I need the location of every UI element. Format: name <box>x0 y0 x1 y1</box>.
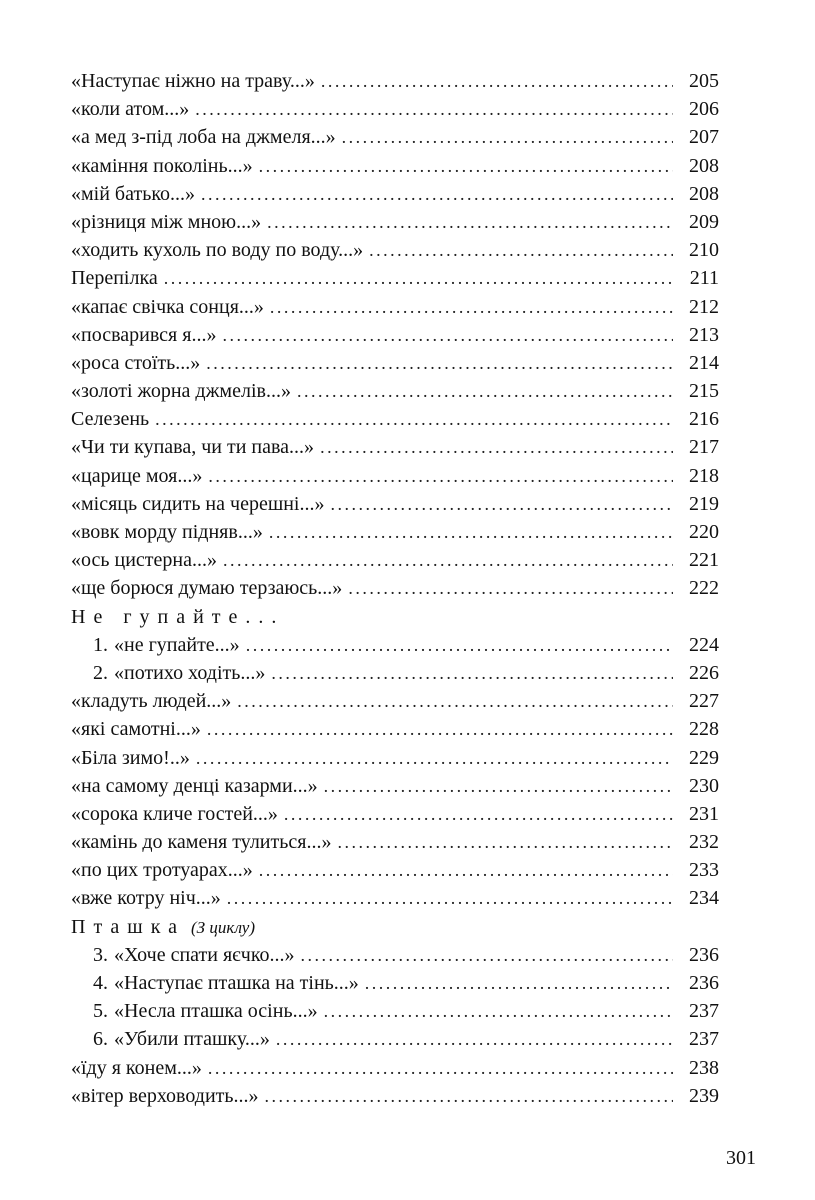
entry-page: 238 <box>689 1056 719 1079</box>
entry-page: 232 <box>689 831 719 854</box>
entry-page: 209 <box>689 210 719 233</box>
entry-page: 221 <box>689 549 719 572</box>
leader-dots <box>206 349 673 377</box>
section-note: (З циклу) <box>191 917 256 937</box>
leader-dots <box>342 123 673 151</box>
leader-dots <box>324 997 673 1025</box>
entry-page: 224 <box>689 633 719 656</box>
entry-title-text: «не гупайте...» <box>114 633 240 656</box>
section-heading <box>71 913 719 941</box>
toc-entry <box>71 95 719 123</box>
toc-entry <box>71 715 719 743</box>
leader-dots <box>222 321 673 349</box>
entry-title: «роса стоїть...» <box>71 351 201 374</box>
entry-page: 233 <box>689 859 719 882</box>
leader-dots <box>320 433 673 461</box>
entry-title: «капає свічка сонця...» <box>71 295 264 318</box>
entry-title: «сорока кличе гостей...» <box>71 802 278 825</box>
entry-number: 4. <box>93 972 108 994</box>
leader-dots <box>208 1054 673 1082</box>
entry-page: 207 <box>689 126 719 149</box>
entry-title: Перепілка <box>71 267 158 290</box>
entry-title: «вовк морду підняв...» <box>71 521 263 543</box>
entry-title <box>93 659 265 687</box>
leader-dots <box>369 236 673 264</box>
toc-entry <box>71 828 719 856</box>
entry-number: 6. <box>93 1028 108 1051</box>
toc-entry <box>71 1054 719 1082</box>
entry-number: 5. <box>93 1000 108 1023</box>
toc-entry <box>71 744 719 772</box>
entry-page: 222 <box>689 577 719 600</box>
entry-page: 219 <box>689 492 719 515</box>
entry-title: «каміння поколінь...» <box>71 154 253 177</box>
toc-entry <box>71 490 719 518</box>
leader-dots <box>164 264 673 292</box>
leader-dots <box>337 828 673 856</box>
leader-dots <box>207 715 673 743</box>
entry-title: «які самотні...» <box>71 718 201 741</box>
entry-title: «місяць сидить на черешні...» <box>71 492 325 515</box>
toc-subentry <box>71 631 719 659</box>
leader-dots <box>267 208 673 236</box>
leader-dots <box>271 659 673 687</box>
section-heading-text: Не гупайте... <box>71 605 285 628</box>
entry-title: «ще борюся думаю терзаюсь...» <box>71 577 343 600</box>
entry-title: «посварився я...» <box>71 323 217 346</box>
entry-number: 1. <box>93 633 108 656</box>
entry-page: 236 <box>689 943 719 966</box>
leader-dots <box>201 180 673 208</box>
leader-dots <box>324 772 673 800</box>
entry-page: 206 <box>689 98 719 121</box>
entry-title: «царице моя...» <box>71 464 203 487</box>
toc-entry <box>71 180 719 208</box>
entry-title: «кладуть людей...» <box>71 690 232 713</box>
toc-entry <box>71 321 719 349</box>
entry-title-text: «Несла пташка осінь...» <box>114 1000 318 1023</box>
leader-dots <box>331 490 674 518</box>
entry-number: 2. <box>93 661 108 684</box>
entry-page: 239 <box>689 1084 719 1107</box>
toc-entry <box>71 772 719 800</box>
leader-dots <box>227 884 673 912</box>
entry-page: 212 <box>689 295 719 318</box>
leader-dots <box>246 631 673 659</box>
toc-entry <box>71 152 719 180</box>
entry-page: 218 <box>689 464 719 487</box>
leader-dots <box>297 377 673 405</box>
toc-entry <box>71 349 719 377</box>
toc-entry <box>71 67 719 95</box>
entry-page: 227 <box>689 690 719 713</box>
entry-title: «на самому денці казарми...» <box>71 774 318 797</box>
toc-entry <box>71 405 719 433</box>
entry-title: «коли атом...» <box>71 98 190 121</box>
entry-page: 216 <box>689 408 719 431</box>
entry-title: «ось цистерна...» <box>71 549 217 572</box>
toc-subentry <box>71 941 719 969</box>
leader-dots <box>365 969 673 997</box>
entry-title: «вітер верховодить...» <box>71 1084 259 1107</box>
entry-page: 205 <box>689 70 719 92</box>
entry-page: 230 <box>689 774 719 797</box>
leader-dots <box>155 405 673 433</box>
entry-title: «Біла зимо!..» <box>71 746 190 769</box>
toc-entry <box>71 377 719 405</box>
entry-title <box>93 969 359 997</box>
entry-page: 220 <box>689 521 719 543</box>
entry-title <box>93 1025 270 1053</box>
leader-dots <box>259 856 673 884</box>
entry-page: 228 <box>689 718 719 741</box>
toc-subentry <box>71 1025 719 1053</box>
entry-page: 208 <box>689 182 719 205</box>
leader-dots <box>259 152 673 180</box>
toc-entry <box>71 208 719 236</box>
entry-page: 217 <box>689 436 719 459</box>
entry-title: «вже котру ніч...» <box>71 887 221 910</box>
leader-dots <box>223 546 673 574</box>
leader-dots <box>195 95 673 123</box>
entry-title: «мій батько...» <box>71 182 196 205</box>
leader-dots <box>237 687 673 715</box>
toc-subentry <box>71 659 719 687</box>
entry-title-text: «Хоче спати яєчко...» <box>114 943 295 966</box>
entry-title: «камінь до каменя тулиться...» <box>71 831 332 854</box>
entry-page: 215 <box>689 380 719 403</box>
toc-entry <box>71 687 719 715</box>
leader-dots <box>321 67 673 95</box>
entry-page: 237 <box>689 1000 719 1023</box>
toc-entry <box>71 800 719 828</box>
toc-entry <box>71 518 719 546</box>
entry-title: Селезень <box>71 408 150 431</box>
entry-title: «по цих тротуарах...» <box>71 859 253 882</box>
leader-dots <box>284 800 673 828</box>
toc-entry <box>71 574 719 602</box>
entry-page: 226 <box>689 661 719 684</box>
toc-entry <box>71 433 719 461</box>
toc-entry <box>71 123 719 151</box>
entry-title <box>93 631 240 659</box>
page-number: 301 <box>726 1147 756 1169</box>
toc-subentry <box>71 997 719 1025</box>
leader-dots <box>270 293 673 321</box>
toc-entry <box>71 264 719 292</box>
entry-title-text: «потихо ходіть...» <box>114 661 266 684</box>
toc-subentry <box>71 969 719 997</box>
entry-title: «різниця між мною...» <box>71 210 262 233</box>
entry-page: 231 <box>689 802 719 825</box>
leader-dots <box>269 518 673 546</box>
leader-dots <box>196 744 673 772</box>
entry-page: 229 <box>689 746 719 769</box>
entry-title: «а мед з-під лоба на джмеля...» <box>71 126 336 149</box>
entry-page: 211 <box>689 267 719 290</box>
entry-title: «ходить кухоль по воду по воду...» <box>71 239 364 262</box>
toc-entry <box>71 884 719 912</box>
entry-page: 210 <box>689 239 719 262</box>
leader-dots <box>276 1025 673 1053</box>
toc-entry <box>71 236 719 264</box>
table-of-contents <box>71 67 719 1110</box>
entry-title <box>93 997 318 1025</box>
entry-title-text: «Убили пташку...» <box>114 1028 270 1051</box>
entry-page: 234 <box>689 887 719 910</box>
leader-dots <box>348 574 673 602</box>
entry-title-text: «Наступає пташка на тінь...» <box>114 972 359 994</box>
entry-title <box>93 941 295 969</box>
toc-entry <box>71 546 719 574</box>
leader-dots <box>301 941 673 969</box>
leader-dots <box>208 462 673 490</box>
entry-page: 214 <box>689 351 719 374</box>
entry-number: 3. <box>93 943 108 966</box>
section-heading-text: Пташка <box>71 915 185 938</box>
entry-title: «золоті жорна джмелів...» <box>71 380 291 403</box>
entry-page: 208 <box>689 154 719 177</box>
toc-entry <box>71 1082 719 1110</box>
toc-entry <box>71 856 719 884</box>
toc-entry <box>71 293 719 321</box>
entry-title: «Наступає ніжно на траву...» <box>71 70 315 92</box>
toc-entry <box>71 462 719 490</box>
entry-title: «Чи ти купава, чи ти пава...» <box>71 436 315 459</box>
entry-title: «їду я конем...» <box>71 1056 202 1079</box>
leader-dots <box>265 1082 673 1110</box>
section-heading <box>71 603 719 631</box>
entry-page: 236 <box>689 972 719 994</box>
entry-page: 237 <box>689 1028 719 1051</box>
entry-page: 213 <box>689 323 719 346</box>
